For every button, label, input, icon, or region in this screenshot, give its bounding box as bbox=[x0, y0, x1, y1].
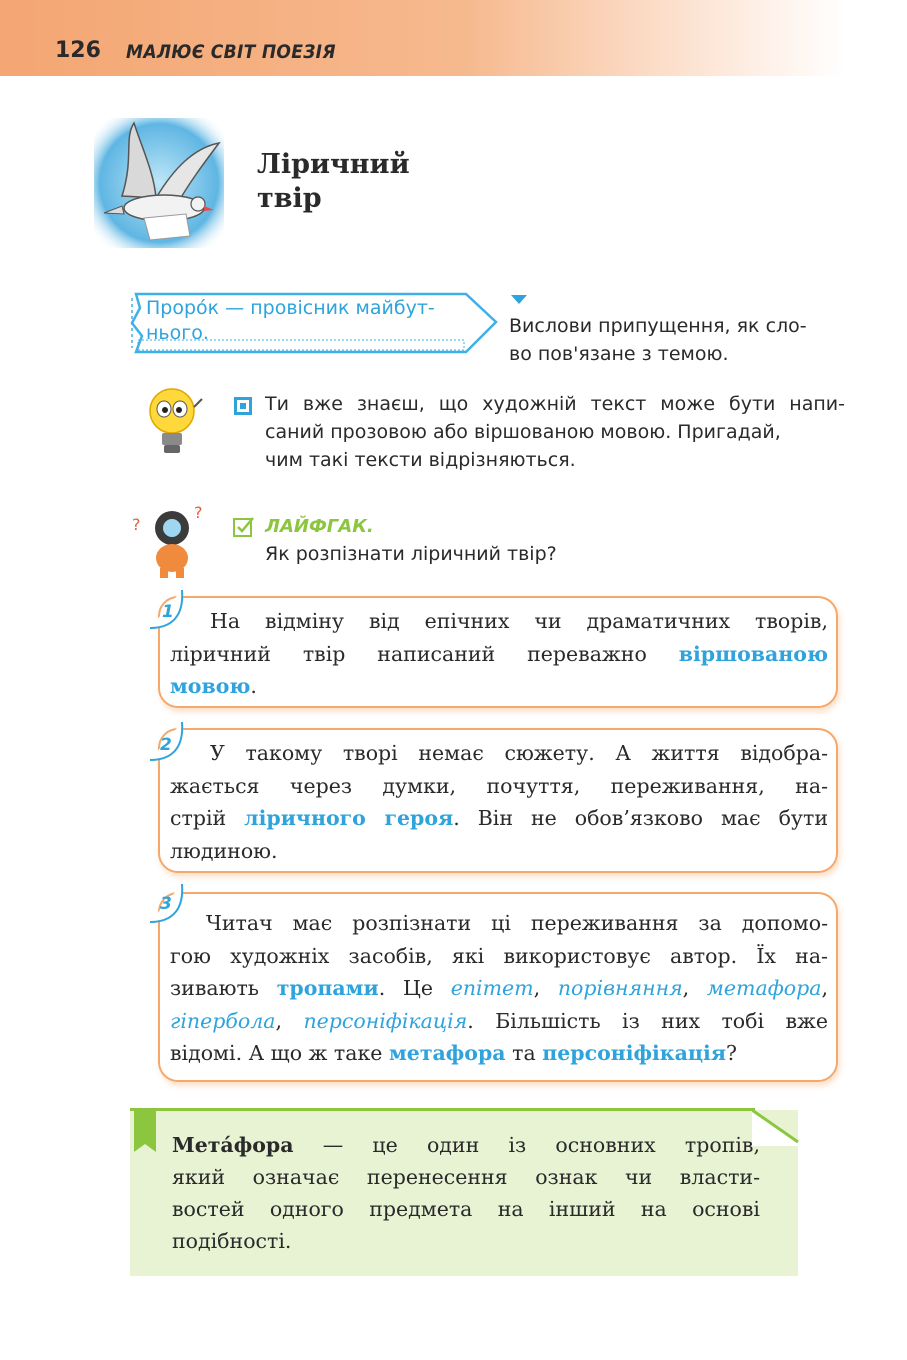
card-3-line-3g: , bbox=[682, 976, 707, 1000]
term-epithet: епітет bbox=[450, 976, 534, 1000]
triangle-marker-icon bbox=[511, 295, 527, 305]
definition-line-2: який означає перенесення ознак чи власти- bbox=[172, 1165, 760, 1189]
card-2-number: 2 bbox=[160, 735, 172, 755]
square-bullet-icon bbox=[234, 397, 252, 415]
card-1-line-3b: . bbox=[250, 674, 257, 698]
task-line-2: во пов'язане з темою. bbox=[509, 343, 729, 365]
term-hyperbole: гіпербола bbox=[170, 1008, 276, 1033]
definition-text bbox=[172, 1129, 760, 1257]
reminder-line-2: саний прозовою або віршованою мовою. Пригадай, bbox=[265, 421, 781, 443]
term-speech: мовою bbox=[170, 674, 251, 698]
vocabulary-definition bbox=[146, 296, 476, 346]
definition-term: Мета́фора bbox=[172, 1133, 294, 1157]
card-3-line-5c: та bbox=[505, 1041, 543, 1065]
card-3-line-4d: . Більшість із них тобі вже bbox=[467, 1008, 828, 1033]
card-2-line-3a: стрій bbox=[170, 806, 245, 830]
card-2-line-3c: . Він не обов’язково має бути bbox=[453, 806, 828, 830]
definition-line-3: востей одного предмета на інший на основі bbox=[172, 1197, 760, 1221]
bulb-character-icon bbox=[140, 385, 210, 460]
reminder-line-3: чим такі тексти відрізняються. bbox=[265, 449, 576, 471]
page-number: 126 bbox=[55, 38, 101, 63]
card-3-line-3i: , bbox=[821, 976, 828, 1000]
svg-text:?: ? bbox=[132, 515, 141, 534]
card-3-line-5a: відомі. А що ж таке bbox=[170, 1041, 389, 1065]
page-title bbox=[257, 148, 410, 216]
page-header bbox=[0, 0, 845, 76]
card-2-line-1: У такому творі немає сюжету. А життя відобра- bbox=[210, 741, 828, 765]
card-1-number: 1 bbox=[162, 602, 174, 622]
term-personification: персоніфікація bbox=[542, 1041, 726, 1065]
bird-illustration bbox=[94, 118, 224, 248]
title-line-1: Ліричний bbox=[257, 149, 410, 180]
term-personification-italic: персоніфікація bbox=[303, 1008, 468, 1033]
vocabulary-task bbox=[509, 312, 844, 368]
title-line-2: твір bbox=[257, 183, 322, 214]
term-comparison: порівняння bbox=[557, 976, 683, 1000]
term-versified-speech: віршованою bbox=[678, 641, 828, 666]
section-title: МАЛЮЄ СВІТ ПОЕЗІЯ bbox=[126, 41, 336, 63]
card-3-line-4b: , bbox=[275, 1008, 304, 1033]
card-1-text bbox=[170, 605, 828, 703]
definition-bookmark-icon bbox=[130, 1110, 160, 1154]
card-1-line-1: На відміну від епічних чи драматичних творів, bbox=[210, 609, 828, 633]
card-3-line-5e: ? bbox=[725, 1041, 737, 1065]
lifehack-label: ЛАЙФГАК. bbox=[265, 516, 374, 537]
vocabulary-line-2: нього. bbox=[146, 322, 209, 344]
card-1-line-2a: ліричний твір написаний переважно bbox=[170, 641, 679, 666]
definition-line-1: — це один із основних тропів, bbox=[293, 1133, 760, 1157]
checkbox-icon bbox=[233, 516, 255, 538]
card-3-line-2: гою художніх засобів, які використовує автор. Їх на- bbox=[170, 943, 828, 968]
lifehack-question: Як розпізнати ліричний твір? bbox=[265, 543, 557, 565]
vocabulary-line-1: Проро́к — провісник майбут- bbox=[146, 297, 435, 319]
term-lyrical-hero: ліричного героя bbox=[244, 806, 454, 830]
card-3-text bbox=[170, 907, 828, 1070]
term-metaphor-italic: метафора bbox=[706, 976, 822, 1000]
card-3-number: 3 bbox=[160, 894, 172, 914]
reminder-paragraph bbox=[265, 390, 845, 474]
reminder-line-1: Ти вже знаєш, що художній текст може бути напи- bbox=[265, 393, 845, 415]
card-3-line-3c: . Це bbox=[378, 976, 451, 1000]
card-3-line-3a: зивають bbox=[170, 976, 277, 1000]
term-metaphor: метафора bbox=[388, 1041, 506, 1065]
definition-top-border bbox=[130, 1108, 755, 1112]
diver-character-icon bbox=[132, 500, 212, 580]
card-2-text bbox=[170, 737, 828, 867]
card-2-line-2: жається через думки, почуття, переживання, на- bbox=[170, 773, 828, 798]
svg-text:?: ? bbox=[194, 503, 203, 522]
card-3-line-1: Читач має розпізнати ці переживання за допомо- bbox=[206, 911, 828, 935]
card-2-line-4: людиною. bbox=[170, 838, 278, 863]
term-tropes: тропами bbox=[276, 976, 379, 1000]
card-3-line-3e: , bbox=[533, 976, 558, 1000]
definition-line-4: подібності. bbox=[172, 1229, 292, 1253]
task-line-1: Вислови припущення, як сло- bbox=[509, 315, 807, 337]
